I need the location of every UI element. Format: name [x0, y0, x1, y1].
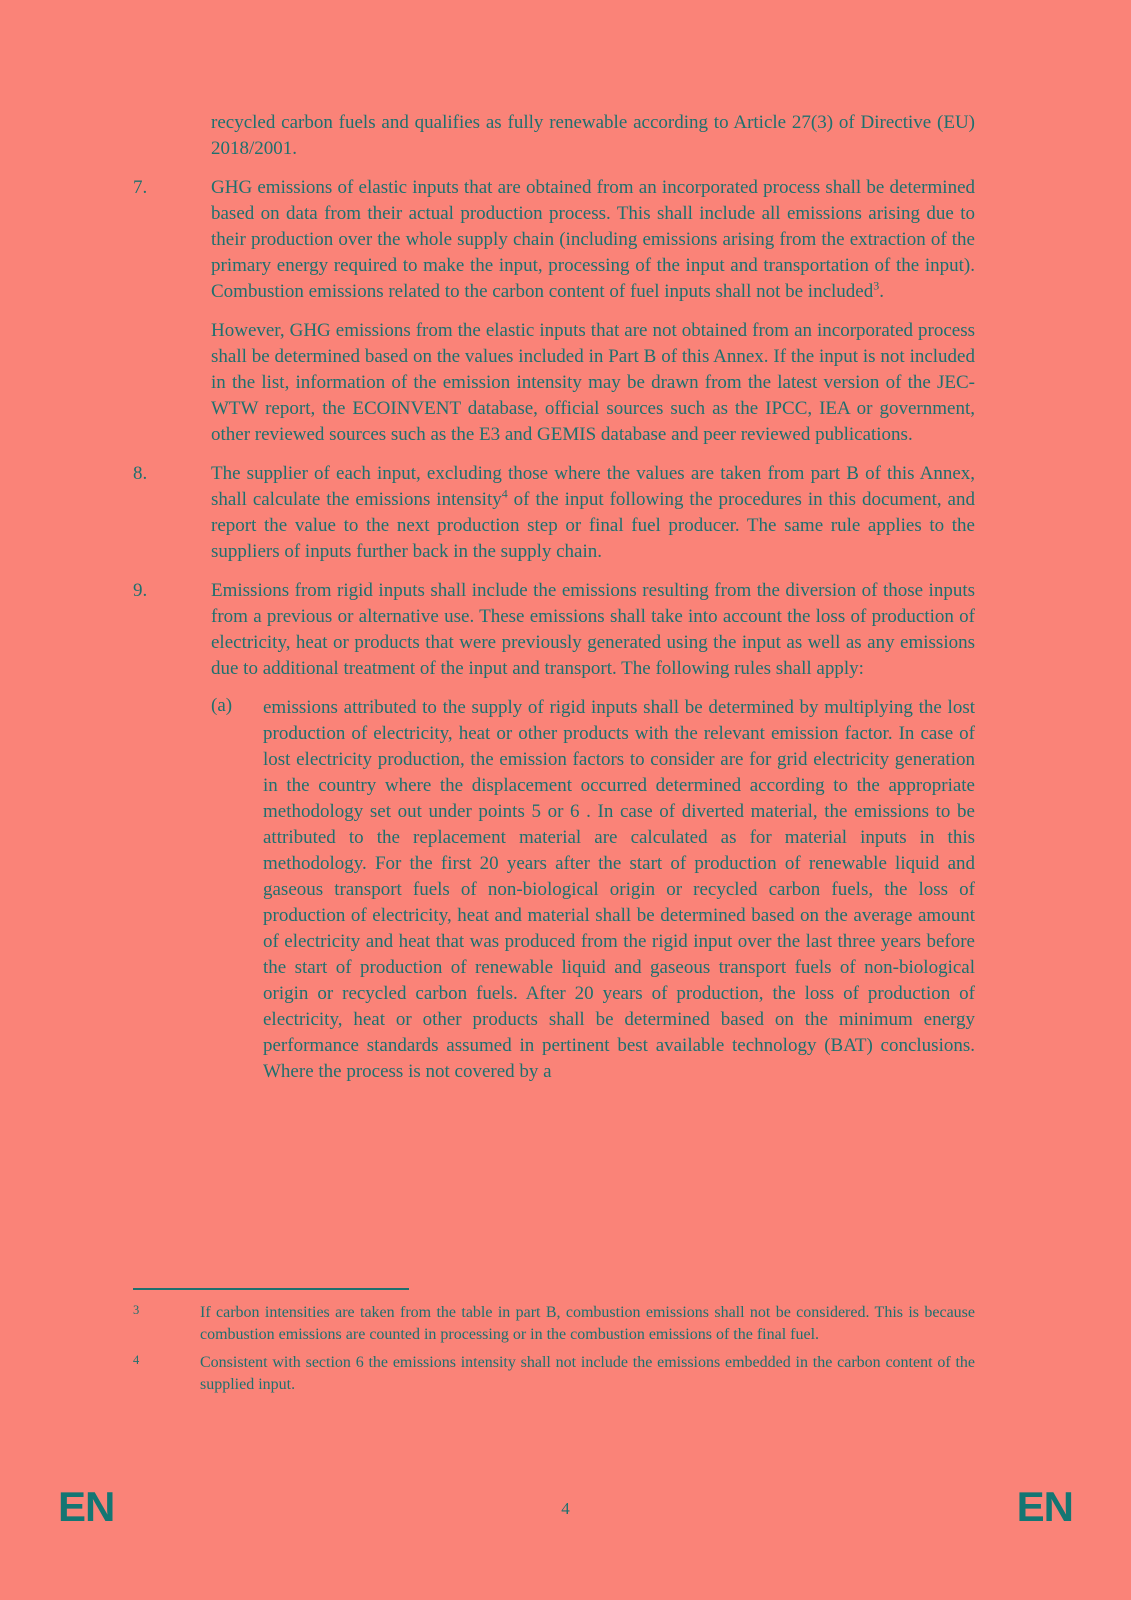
- main-text-column: [133, 110, 975, 1085]
- footnote-ref-3: 3: [873, 278, 880, 293]
- footnote-3: [133, 1302, 975, 1346]
- item-number-7: 7.: [133, 177, 148, 198]
- footnote-section: [133, 1288, 975, 1402]
- footnote-ref-4: 4: [501, 486, 508, 501]
- sub-item-a: [211, 695, 975, 1085]
- footnote-4-text: Consistent with section 6 the emissions intensity shall not include the emissions embedded in the carbon content of the supplied input.: [200, 1354, 975, 1393]
- item-8-text-end: of the input following the procedures in this document, and report the value to the next production step or final fuel producer. The same rule applies to the suppliers of inputs further back in the supply chain.: [211, 489, 975, 562]
- footnote-3-text: If carbon intensities are taken from the table in part B, combustion emissions shall not be considered. This is because combustion emissions are counted in processing or in the combustion emissions of the final fuel.: [200, 1304, 975, 1343]
- item-7-text: GHG emissions of elastic inputs that are obtained from an incorporated process shall be determined based on data from their actual production process. This shall include all emissions arising due to their production over the whole supply chain (including emissions arising from the extraction of the primary energy required to make the input, processing of the input and transportation of the input). Combustion emissions related to the carbon content of fuel inputs shall not be included: [211, 177, 975, 302]
- sub-item-a-text: emissions attributed to the supply of rigid inputs shall be determined by multiplying the lost production of electricity, heat or other products with the relevant emission factor. In case of lost electricity production, the emission factors to consider are for grid electricity generation in the country where the displacement occurred determined according to the appropriate methodology set out under points 5 or 6 . In case of diverted material, the emissions to be attributed to the replacement material are calculated as for material inputs in this methodology. For the first 20 years after the start of production of renewable liquid and gaseous transport fuels of non-biological origin or recycled carbon fuels, the loss of production of electricity, heat and material shall be determined based on the average amount of electricity and heat that was produced from the rigid input over the last three years before the start of production of renewable liquid and gaseous transport fuels of non-biological origin or recycled carbon fuels. After 20 years of production, the loss of production of electricity, heat or other products shall be determined based on the minimum energy performance standards assumed in pertinent best available technology (BAT) conclusions. Where the process is not covered by a: [263, 697, 975, 1082]
- paragraph-continuation-top: recycled carbon fuels and qualifies as fully renewable according to Article 27(3) of Directive (EU) 2018/2001.: [211, 112, 975, 159]
- item-number-8: 8.: [133, 463, 148, 484]
- footnote-4-marker: 4: [133, 1353, 140, 1367]
- footnote-3-marker: 3: [133, 1303, 140, 1317]
- language-marker-right: EN: [1016, 1483, 1073, 1530]
- page-number: 4: [561, 1499, 570, 1518]
- language-marker-left: EN: [58, 1483, 115, 1530]
- numbered-item-8: [133, 461, 975, 565]
- numbered-item-9: [133, 578, 975, 682]
- sub-item-a-label: (a): [211, 695, 233, 716]
- numbered-item-7: [133, 175, 975, 305]
- footnote-separator-rule: [133, 1288, 409, 1290]
- item-9-text: Emissions from rigid inputs shall include the emissions resulting from the diversion of those inputs from a previous or alternative use. These emissions shall take into account the loss of production of electricity, heat or products that were previously generated using the input as well as any emissions due to additional treatment of the input and transport. The following rules shall apply:: [211, 580, 975, 679]
- footnote-4: [133, 1352, 975, 1396]
- item-number-9: 9.: [133, 580, 148, 601]
- paragraph-item-7-continuation: However, GHG emissions from the elastic inputs that are not obtained from an incorporated process shall be determined based on the values included in Part B of this Annex. If the input is not included in the list, information of the emission intensity may be drawn from the latest version of the JEC-WTW report, the ECOINVENT database, official sources such as the IPCC, IEA or government, other reviewed sources such as the E3 and GEMIS database and peer reviewed publications.: [211, 320, 975, 445]
- item-8-text: The supplier of each input, excluding those where the values are taken from part B of this Annex, shall calculate the emissions intensity: [211, 463, 975, 510]
- item-7-text-end: .: [879, 281, 884, 302]
